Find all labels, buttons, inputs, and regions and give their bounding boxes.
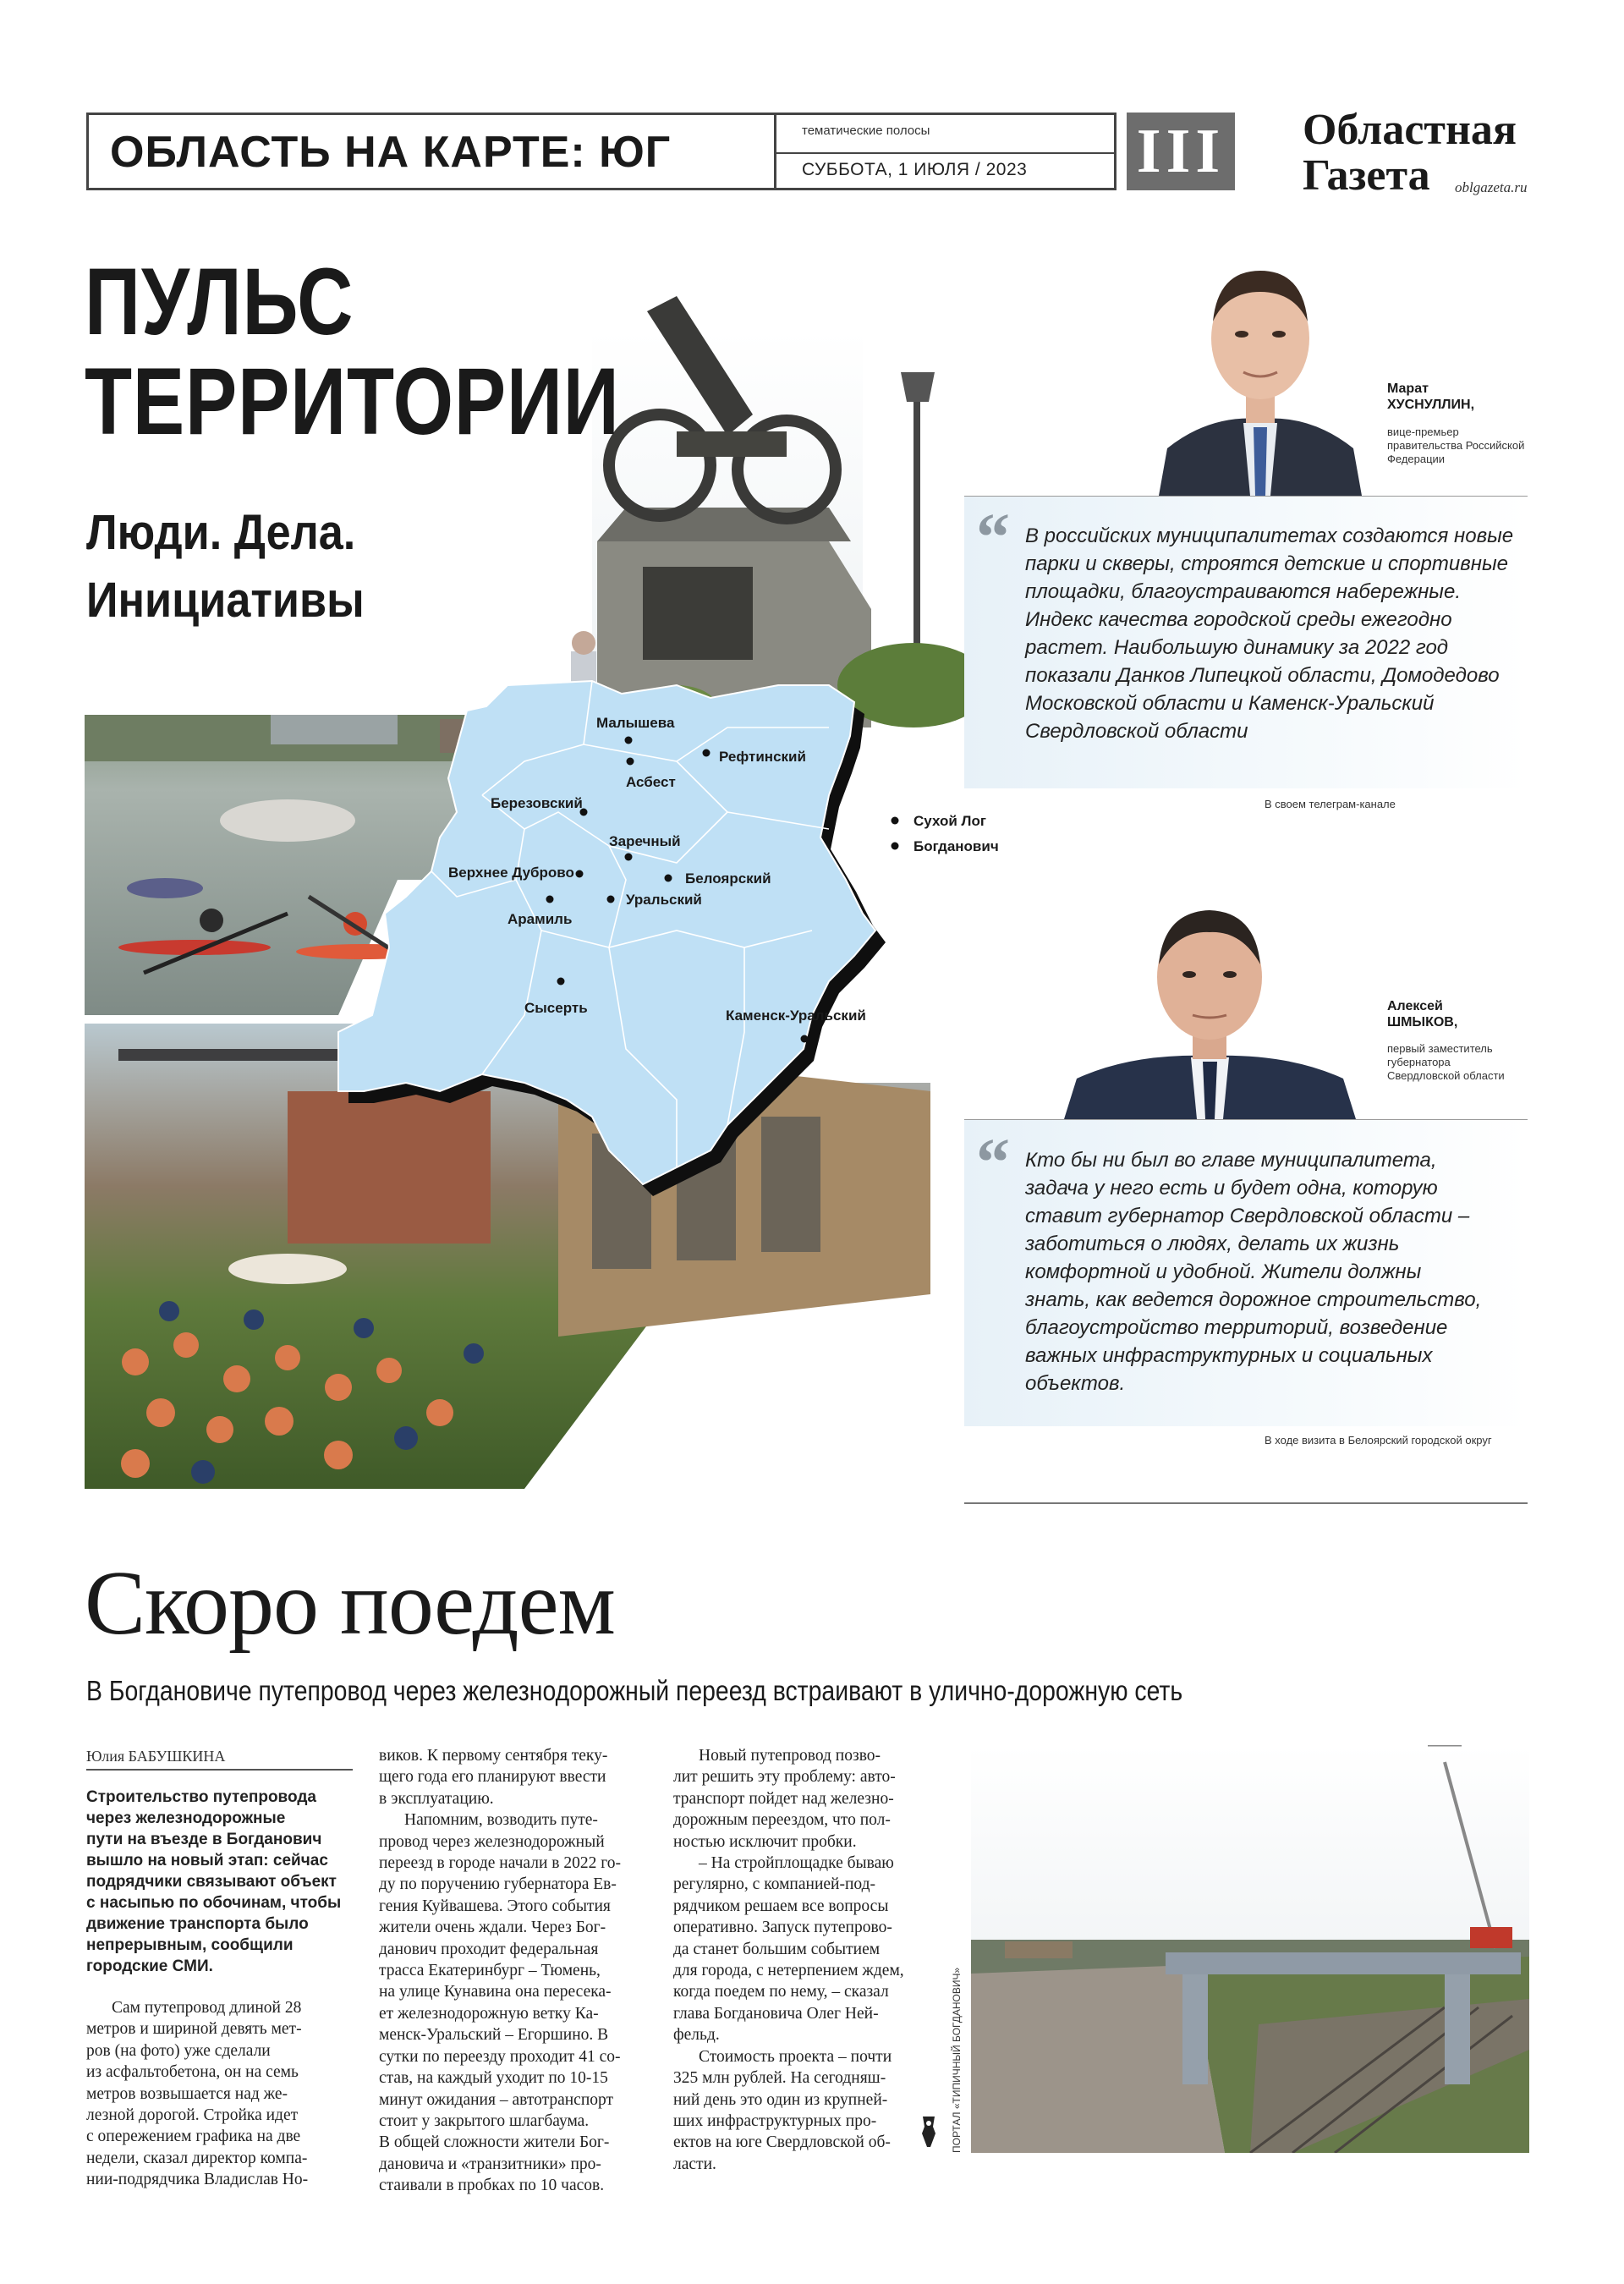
body-line: ний день это один из крупней- — [673, 2090, 888, 2109]
body-line: став, на каждый уходит по 10-15 — [379, 2069, 608, 2088]
header-rule — [774, 152, 1116, 154]
body-line: виков. К первому сентября теку- — [379, 1747, 608, 1765]
article-lead — [86, 1787, 341, 1977]
lead-line: через железнодорожные — [86, 1809, 286, 1827]
body-line: ших инфраструктурных про- — [673, 2111, 877, 2130]
body-line: когда поедем по нему, – сказал — [673, 1983, 889, 2001]
lead-line: вышло на новый этап: сейчас — [86, 1852, 328, 1869]
quote2-source: В ходе визита в Белоярский городской округ — [1265, 1434, 1492, 1447]
article-paragraph — [379, 1809, 621, 2196]
article-paragraph — [673, 1853, 904, 2046]
body-line: ностью исключит пробки. — [673, 1832, 857, 1851]
quote2-line: задача у него есть и будет одна, которую — [1025, 1177, 1438, 1200]
brand-name-line1: Областная — [1303, 106, 1517, 154]
body-line: дановича и «транзитники» про- — [379, 2155, 601, 2173]
map-label: Арамиль — [508, 911, 573, 927]
brand-name-line2: Газета — [1303, 151, 1430, 200]
quote2-line: знать, как ведется дорожное строительство, — [1025, 1288, 1482, 1311]
quote2-mark: “ — [976, 1126, 1010, 1200]
article-subheadline: В Богдановиче путепровод через железнодорожный переезд встраивают в улично-дорожную сеть — [86, 1675, 1183, 1706]
body-line: из асфальтобетона, он на семь — [86, 2063, 299, 2082]
section-bottom-rule — [964, 1502, 1528, 1504]
map-label: Сысерть — [524, 1000, 588, 1016]
portrait-khusnullin — [1159, 245, 1362, 496]
quote2-line: заботиться о людях, делать их жизнь — [1025, 1233, 1400, 1255]
body-line: оперативно. Запуск путепрово- — [673, 1919, 892, 1937]
article-byline: Юлия БАБУШКИНА — [86, 1748, 226, 1765]
lead-line: непрерывным, сообщили — [86, 1936, 294, 1954]
body-line: Сам путепровод длиной 28 — [112, 1999, 302, 2017]
body-line: – На стройплощадке бываю — [699, 1854, 894, 1873]
body-line: фельд. — [673, 2026, 720, 2045]
person1-role-line: Федерации — [1387, 453, 1446, 465]
map-label: Рефтинский — [719, 749, 806, 765]
photo-credit-logo-icon — [920, 2115, 937, 2149]
person2-role-line: губернатора — [1387, 1056, 1451, 1068]
quote2-line: Кто бы ни был во главе муниципалитета, — [1025, 1149, 1437, 1172]
lead-line: Строительство путепровода — [86, 1788, 316, 1806]
quote2-line: благоустройство территорий, возведение — [1025, 1316, 1448, 1339]
article-column-2 — [379, 1745, 621, 2197]
overpass-construction-photo — [971, 1745, 1529, 2153]
theme-label: тематические полосы — [802, 124, 930, 138]
byline-rule — [86, 1769, 353, 1771]
person1-role-line: вице-премьер — [1387, 426, 1459, 438]
photo-map-collage — [85, 288, 1032, 1514]
article-paragraph — [673, 2046, 904, 2175]
map-label: Уральский — [626, 892, 702, 908]
body-line: провод через железнодорожный — [379, 1832, 605, 1851]
person2-last-name: ШМЫКОВ, — [1387, 1015, 1458, 1029]
map-label: Каменск-Уральский — [726, 1007, 866, 1024]
quote1-line: Свердловской области — [1025, 720, 1248, 743]
quote2-line: комфортной и удобной. Жители должны — [1025, 1260, 1422, 1283]
lead-line: подрядчики связывают объект — [86, 1873, 337, 1891]
map-label: Заречный — [609, 833, 681, 849]
body-line: да станет большим событием — [673, 1940, 881, 1958]
header-divider — [774, 113, 776, 190]
person2-role-line: Свердловской области — [1387, 1069, 1505, 1082]
body-line: ду по поручению губернатора Ев- — [379, 1875, 617, 1894]
feature-title-line2: ТЕРРИТОРИИ — [85, 349, 620, 454]
feature-subtitle — [86, 499, 365, 634]
person2-role-line: первый заместитель — [1387, 1042, 1493, 1055]
body-line: Напомним, возводить путе- — [404, 1811, 598, 1830]
body-line: 325 млн рублей. На сегодняш- — [673, 2069, 886, 2088]
body-line: жители очень ждали. Через Бог- — [379, 1919, 606, 1937]
body-line: метров и шириной девять мет- — [86, 2020, 302, 2039]
article-column-3 — [673, 1745, 904, 2175]
issue-date: СУББОТА, 1 ИЮЛЯ / 2023 — [802, 160, 1028, 179]
body-line: ласти. — [673, 2155, 716, 2173]
body-line: менск-Уральский – Егоршино. В — [379, 2026, 609, 2045]
section-title: ОБЛАСТЬ НА КАРТЕ: ЮГ — [110, 128, 672, 177]
person1-last-name: ХУСНУЛЛИН, — [1387, 398, 1475, 412]
quote1-line: показали Данков Липецкой области, Домодедово — [1025, 664, 1500, 687]
person1-first-name: Марат — [1387, 382, 1429, 396]
map-label: Асбест — [626, 774, 676, 790]
body-line: рядчиком решаем все вопросы — [673, 1897, 889, 1915]
body-line: Новый путепровод позво- — [699, 1747, 881, 1765]
quote1-text — [1025, 522, 1513, 745]
map-label: Сухой Лог — [914, 813, 986, 829]
body-line: переезд в городе начали в 2022 го- — [379, 1854, 621, 1873]
lead-line: пути на въезде в Богданович — [86, 1831, 322, 1848]
person1-role-line: правительства Российской — [1387, 439, 1525, 452]
quote1-line: Индекс качества городской среды ежегодно — [1025, 608, 1452, 631]
body-line: в эксплуатацию. — [379, 1789, 494, 1808]
body-line: щего года его планируют ввести — [379, 1768, 606, 1787]
body-line: транспорт пойдет над железно- — [673, 1789, 894, 1808]
body-line: нии-подрядчика Владислав Но- — [86, 2171, 309, 2189]
feature-subtitle-line2: Инициативы — [86, 573, 365, 628]
body-line: ет железнодорожную ветку Ка- — [379, 2004, 599, 2023]
body-line: ров (на фото) уже сделали — [86, 2041, 271, 2060]
body-line: ектов на юге Свердловской об- — [673, 2133, 891, 2152]
person1-role — [1387, 426, 1524, 466]
quote1-line: Московской области и Каменск-Уральский — [1025, 692, 1435, 715]
article-headline: Скоро поедем — [85, 1553, 615, 1654]
brand-url: oblgazeta.ru — [1455, 179, 1528, 195]
article-paragraph — [86, 1997, 341, 2191]
body-line: дорожным переездом, что пол- — [673, 1811, 891, 1830]
body-line: трасса Екатеринбург – Тюмень, — [379, 1962, 601, 1980]
body-line: данович проходит федеральная — [379, 1940, 599, 1958]
map-label: Верхнее Дуброво — [448, 865, 574, 881]
lead-line: движение транспорта было — [86, 1915, 309, 1933]
quote2-line: объектов. — [1025, 1372, 1126, 1395]
body-line: сутки по переезду проходит 41 со- — [379, 2047, 621, 2066]
quote1-line: парки и скверы, строятся детские и спортивные — [1025, 552, 1508, 575]
person2-role — [1387, 1042, 1505, 1083]
map-label: Богданович — [914, 838, 999, 854]
quote1-line: В российских муниципалитетах создаются новые — [1025, 524, 1514, 547]
article-column-1 — [86, 1787, 341, 2191]
map-label: Белоярский — [685, 870, 771, 887]
quote1-line: площадки, благоустраиваются набережные. — [1025, 580, 1461, 603]
person2-first-name: Алексей — [1387, 999, 1443, 1013]
page-number: III — [1127, 113, 1235, 190]
quote1-source: В своем телеграм-канале — [1265, 798, 1396, 810]
body-line: В общей сложности жители Бог- — [379, 2133, 610, 2152]
feature-title — [85, 249, 620, 454]
lead-line: городские СМИ. — [86, 1957, 213, 1975]
park-festival-photo — [85, 1024, 930, 1489]
body-line: минут ожидания – автотранспорт — [379, 2090, 614, 2109]
portrait-shmykov — [1064, 897, 1356, 1119]
body-line: регулярно, с компанией-под- — [673, 1875, 875, 1894]
feature-subtitle-line1: Люди. Дела. — [86, 505, 356, 560]
body-line: с опережением графика на две — [86, 2128, 301, 2146]
body-line: глава Богдановича Олег Ней- — [673, 2004, 879, 2023]
person2-name — [1387, 998, 1457, 1030]
lead-line: с насыпью по обочинам, чтобы — [86, 1894, 342, 1912]
body-line: лит решить эту проблему: авто- — [673, 1768, 896, 1787]
map-label: Малышева — [596, 715, 675, 731]
body-line: лезной дорогой. Стройка идет — [86, 2106, 299, 2125]
photo-credit: ПОРТАЛ «ТИПИЧНЫЙ БОГДАНОВИЧ» — [951, 1967, 963, 2153]
body-line: на улице Кунавина она пересека- — [379, 1983, 612, 2001]
person1-name — [1387, 381, 1474, 413]
map-label: Березовский — [491, 795, 583, 811]
body-line: Стоимость проекта – почти — [699, 2047, 892, 2066]
quote2-text — [1025, 1146, 1481, 1397]
feature-title-line1: ПУЛЬС — [85, 249, 354, 354]
quote1-line: растет. Наибольшую динамику за 2022 год — [1025, 636, 1449, 659]
article-paragraph — [673, 1745, 904, 1853]
body-line: стаивали в пробках по 10 часов. — [379, 2177, 605, 2195]
body-line: метров возвышается над же- — [86, 2084, 288, 2103]
quote2-line: важных инфраструктурных и социальных — [1025, 1344, 1433, 1367]
body-line: недели, сказал директор компа- — [86, 2149, 308, 2167]
body-line: для города, с нетерпением ждем, — [673, 1962, 904, 1980]
cannon-monument-photo — [571, 296, 990, 736]
body-line: гения Куйвашева. Этого события — [379, 1897, 611, 1915]
body-line: стоит у закрытого шлагбаума. — [379, 2111, 590, 2130]
quote1-mark: “ — [976, 501, 1010, 575]
quote2-line: ставит губернатор Свердловской области – — [1025, 1205, 1470, 1227]
article-paragraph — [379, 1745, 621, 1809]
